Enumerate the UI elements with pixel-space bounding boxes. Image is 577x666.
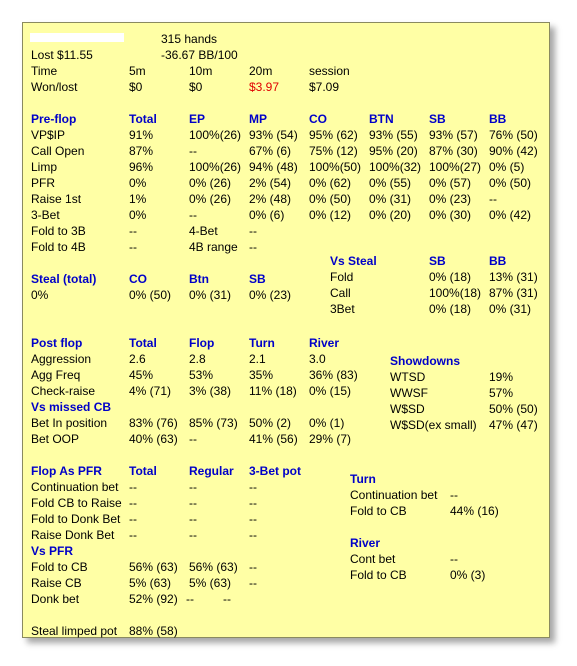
vs-pfr-cell: 5% (63) bbox=[129, 576, 172, 590]
missed-cb-cell: 29% (7) bbox=[309, 432, 352, 446]
preflop-cell: 4B range bbox=[189, 240, 238, 254]
preflop-cell: 0% (57) bbox=[429, 176, 472, 190]
preflop-cell: 100%(27) bbox=[429, 160, 482, 174]
vs-steal-cell: Call bbox=[330, 286, 351, 300]
preflop-cell: -- bbox=[249, 240, 257, 254]
showdown-value: 57% bbox=[489, 386, 514, 400]
postflop-cell: 3.0 bbox=[309, 352, 326, 366]
river-value: -- bbox=[450, 552, 458, 566]
player-name-field bbox=[30, 33, 124, 42]
vs-steal-header: BB bbox=[489, 254, 507, 268]
flop-pfr-cell: -- bbox=[249, 480, 257, 494]
flop-pfr-header: Regular bbox=[189, 464, 234, 478]
stats-panel bbox=[22, 22, 550, 638]
steal-limped-value: 88% (58) bbox=[129, 624, 178, 638]
missed-cb-cell: 85% (73) bbox=[189, 416, 238, 430]
steal-cell: 0% (23) bbox=[249, 288, 292, 302]
showdown-label: W$SD(ex small) bbox=[390, 418, 477, 432]
flop-pfr-cell: Fold CB to Raise bbox=[31, 496, 122, 510]
preflop-cell: 87% (30) bbox=[429, 144, 478, 158]
flop-pfr-cell: Raise Donk Bet bbox=[31, 528, 115, 542]
postflop-cell: 2.8 bbox=[189, 352, 206, 366]
preflop-cell: 93% (55) bbox=[369, 128, 418, 142]
won-session: $7.09 bbox=[309, 80, 340, 94]
steal-header: SB bbox=[249, 272, 266, 286]
vs-steal-header: SB bbox=[429, 254, 446, 268]
steal-cell: 0% (31) bbox=[189, 288, 232, 302]
flop-pfr-cell: -- bbox=[189, 512, 197, 526]
showdowns-header: Showdowns bbox=[390, 354, 460, 368]
vs-steal-cell: 87% (31) bbox=[489, 286, 538, 300]
preflop-cell: 0% (50) bbox=[309, 192, 352, 206]
preflop-cell: 95% (20) bbox=[369, 144, 418, 158]
postflop-cell: 53% bbox=[189, 368, 214, 382]
flop-pfr-cell: -- bbox=[129, 480, 137, 494]
preflop-header: BB bbox=[489, 112, 507, 126]
preflop-cell: 2% (54) bbox=[249, 176, 292, 190]
preflop-cell: 96% bbox=[129, 160, 154, 174]
showdown-label: WWSF bbox=[390, 386, 428, 400]
turn-header: Turn bbox=[350, 472, 376, 486]
preflop-cell: 0% (55) bbox=[369, 176, 412, 190]
preflop-row-label: 3-Bet bbox=[31, 208, 60, 222]
preflop-cell: -- bbox=[189, 208, 197, 222]
steal-cell: 0% bbox=[31, 288, 49, 302]
won-lost-label: Won/lost bbox=[31, 80, 78, 94]
time-label: Time bbox=[31, 64, 58, 78]
steal-header: Btn bbox=[189, 272, 209, 286]
preflop-cell: 90% (42) bbox=[489, 144, 538, 158]
preflop-cell: 0% (30) bbox=[429, 208, 472, 222]
vs-pfr-cell: -- bbox=[223, 592, 231, 606]
showdown-value: 47% (47) bbox=[489, 418, 538, 432]
vs-pfr-header: Vs PFR bbox=[31, 544, 74, 558]
postflop-cell: 36% (83) bbox=[309, 368, 358, 382]
preflop-cell: 0% (26) bbox=[189, 176, 232, 190]
preflop-cell: 0% (5) bbox=[489, 160, 525, 174]
vs-steal-cell: Fold bbox=[330, 270, 354, 284]
vs-pfr-cell: Donk bet bbox=[31, 592, 80, 606]
preflop-cell: 1% bbox=[129, 192, 147, 206]
time-session: session bbox=[309, 64, 350, 78]
bb-per-100: -36.67 BB/100 bbox=[161, 48, 238, 62]
preflop-header: EP bbox=[189, 112, 206, 126]
preflop-row-label: VP$IP bbox=[31, 128, 66, 142]
vs-pfr-cell: 56% (63) bbox=[129, 560, 178, 574]
preflop-cell: -- bbox=[189, 144, 197, 158]
preflop-header: Total bbox=[129, 112, 157, 126]
flop-pfr-cell: -- bbox=[129, 528, 137, 542]
turn-value: -- bbox=[450, 488, 458, 502]
steal-header: CO bbox=[129, 272, 147, 286]
preflop-cell: 100%(32) bbox=[369, 160, 422, 174]
steal-cell: 0% (50) bbox=[129, 288, 172, 302]
postflop-header: Total bbox=[129, 336, 157, 350]
preflop-cell: 0% (26) bbox=[189, 192, 232, 206]
flop-pfr-cell: Continuation bet bbox=[31, 480, 119, 494]
vs-steal-cell: 0% (18) bbox=[429, 270, 472, 284]
flop-pfr-cell: -- bbox=[249, 528, 257, 542]
preflop-row-label: PFR bbox=[31, 176, 55, 190]
preflop-cell: 2% (48) bbox=[249, 192, 292, 206]
preflop-cell: 95% (62) bbox=[309, 128, 358, 142]
missed-cb-cell: 83% (76) bbox=[129, 416, 178, 430]
preflop-header: Pre-flop bbox=[31, 112, 77, 126]
preflop-cell: 0% (12) bbox=[309, 208, 352, 222]
showdown-value: 50% (50) bbox=[489, 402, 538, 416]
flop-pfr-header: Total bbox=[129, 464, 157, 478]
preflop-row-label: Fold to 4B bbox=[31, 240, 86, 254]
missed-cb-cell: -- bbox=[189, 432, 197, 446]
preflop-cell: 0% bbox=[129, 208, 147, 222]
postflop-cell: 35% bbox=[249, 368, 274, 382]
preflop-header: BTN bbox=[369, 112, 394, 126]
vs-steal-header: Vs Steal bbox=[330, 254, 377, 268]
flop-pfr-cell: -- bbox=[129, 496, 137, 510]
preflop-cell: 4-Bet bbox=[189, 224, 218, 238]
vs-pfr-cell: -- bbox=[186, 592, 194, 606]
preflop-cell: 0% bbox=[129, 176, 147, 190]
preflop-row-label: Fold to 3B bbox=[31, 224, 86, 238]
preflop-cell: 94% (48) bbox=[249, 160, 298, 174]
preflop-header: SB bbox=[429, 112, 446, 126]
turn-label: Fold to CB bbox=[350, 504, 407, 518]
missed-cb-cell: 0% (1) bbox=[309, 416, 345, 430]
postflop-cell: 45% bbox=[129, 368, 154, 382]
showdown-value: 19% bbox=[489, 370, 514, 384]
preflop-cell: 0% (42) bbox=[489, 208, 532, 222]
vs-steal-cell: 0% (18) bbox=[429, 302, 472, 316]
postflop-header: River bbox=[309, 336, 340, 350]
preflop-cell: 67% (6) bbox=[249, 144, 292, 158]
preflop-header: CO bbox=[309, 112, 327, 126]
vs-steal-cell: 13% (31) bbox=[489, 270, 538, 284]
steal-limped-label: Steal limped pot bbox=[31, 624, 118, 638]
preflop-cell: -- bbox=[129, 240, 137, 254]
preflop-cell: 0% (50) bbox=[489, 176, 532, 190]
vs-steal-cell: 3Bet bbox=[330, 302, 355, 316]
time-20m: 20m bbox=[249, 64, 273, 78]
preflop-row-label: Limp bbox=[31, 160, 58, 174]
river-label: Cont bet bbox=[350, 552, 396, 566]
preflop-cell: 87% bbox=[129, 144, 154, 158]
time-10m: 10m bbox=[189, 64, 213, 78]
vs-pfr-cell: Fold to CB bbox=[31, 560, 88, 574]
preflop-cell: -- bbox=[249, 224, 257, 238]
missed-cb-cell: 50% (2) bbox=[249, 416, 292, 430]
preflop-cell: 75% (12) bbox=[309, 144, 358, 158]
preflop-row-label: Call Open bbox=[31, 144, 85, 158]
flop-pfr-cell: -- bbox=[129, 512, 137, 526]
flop-pfr-cell: -- bbox=[189, 480, 197, 494]
postflop-cell: Check-raise bbox=[31, 384, 96, 398]
time-5m: 5m bbox=[129, 64, 146, 78]
flop-pfr-header: Flop As PFR bbox=[31, 464, 102, 478]
preflop-cell: 93% (54) bbox=[249, 128, 298, 142]
vs-pfr-cell: -- bbox=[249, 576, 257, 590]
postflop-cell: 4% (71) bbox=[129, 384, 172, 398]
preflop-cell: 76% (50) bbox=[489, 128, 538, 142]
preflop-cell: 0% (6) bbox=[249, 208, 285, 222]
flop-pfr-cell: -- bbox=[189, 496, 197, 510]
showdown-label: W$SD bbox=[390, 402, 425, 416]
missed-cb-cell: 41% (56) bbox=[249, 432, 298, 446]
hands-count: 315 hands bbox=[161, 32, 218, 46]
river-value: 0% (3) bbox=[450, 568, 486, 582]
preflop-row-label: Raise 1st bbox=[31, 192, 82, 206]
missed-cb-cell: Bet OOP bbox=[31, 432, 80, 446]
preflop-cell: 100%(26) bbox=[189, 160, 242, 174]
vs-pfr-cell: 5% (63) bbox=[189, 576, 232, 590]
vs-pfr-cell: Raise CB bbox=[31, 576, 82, 590]
flop-pfr-cell: Fold to Donk Bet bbox=[31, 512, 121, 526]
missed-cb-cell: 40% (63) bbox=[129, 432, 178, 446]
showdown-label: WTSD bbox=[390, 370, 426, 384]
vs-pfr-cell: -- bbox=[249, 560, 257, 574]
lost-amount: Lost $11.55 bbox=[31, 48, 93, 62]
flop-pfr-header: 3-Bet pot bbox=[249, 464, 301, 478]
turn-value: 44% (16) bbox=[450, 504, 499, 518]
vs-steal-cell: 100%(18) bbox=[429, 286, 482, 300]
preflop-cell: 0% (23) bbox=[429, 192, 472, 206]
vs-missed-cb-header: Vs missed CB bbox=[31, 400, 112, 414]
postflop-cell: 11% (18) bbox=[249, 384, 297, 398]
preflop-cell: 0% (31) bbox=[369, 192, 412, 206]
vs-pfr-cell: 52% (92) bbox=[129, 592, 178, 606]
flop-pfr-cell: -- bbox=[189, 528, 197, 542]
steal-header: Steal (total) bbox=[31, 272, 97, 286]
postflop-cell: 0% (15) bbox=[309, 384, 352, 398]
postflop-cell: Aggression bbox=[31, 352, 92, 366]
vs-pfr-cell: 56% (63) bbox=[189, 560, 238, 574]
missed-cb-cell: Bet In position bbox=[31, 416, 108, 430]
preflop-header: MP bbox=[249, 112, 267, 126]
postflop-header: Post flop bbox=[31, 336, 83, 350]
preflop-cell: -- bbox=[129, 224, 137, 238]
postflop-cell: 2.1 bbox=[249, 352, 266, 366]
vs-steal-cell: 0% (31) bbox=[489, 302, 532, 316]
flop-pfr-cell: -- bbox=[249, 512, 257, 526]
postflop-cell: 2.6 bbox=[129, 352, 146, 366]
preflop-cell: 0% (20) bbox=[369, 208, 412, 222]
won-10m: $0 bbox=[189, 80, 203, 94]
preflop-cell: 100%(50) bbox=[309, 160, 362, 174]
won-5m: $0 bbox=[129, 80, 143, 94]
postflop-header: Flop bbox=[189, 336, 215, 350]
preflop-cell: 93% (57) bbox=[429, 128, 478, 142]
preflop-cell: 0% (62) bbox=[309, 176, 352, 190]
preflop-cell: 100%(26) bbox=[189, 128, 242, 142]
won-20m: $3.97 bbox=[249, 80, 280, 94]
postflop-header: Turn bbox=[249, 336, 275, 350]
river-header: River bbox=[350, 536, 381, 550]
turn-label: Continuation bet bbox=[350, 488, 438, 502]
flop-pfr-cell: -- bbox=[249, 496, 257, 510]
postflop-cell: Agg Freq bbox=[31, 368, 81, 382]
preflop-cell: 91% bbox=[129, 128, 154, 142]
river-label: Fold to CB bbox=[350, 568, 407, 582]
postflop-cell: 3% (38) bbox=[189, 384, 232, 398]
preflop-cell: -- bbox=[489, 192, 497, 206]
